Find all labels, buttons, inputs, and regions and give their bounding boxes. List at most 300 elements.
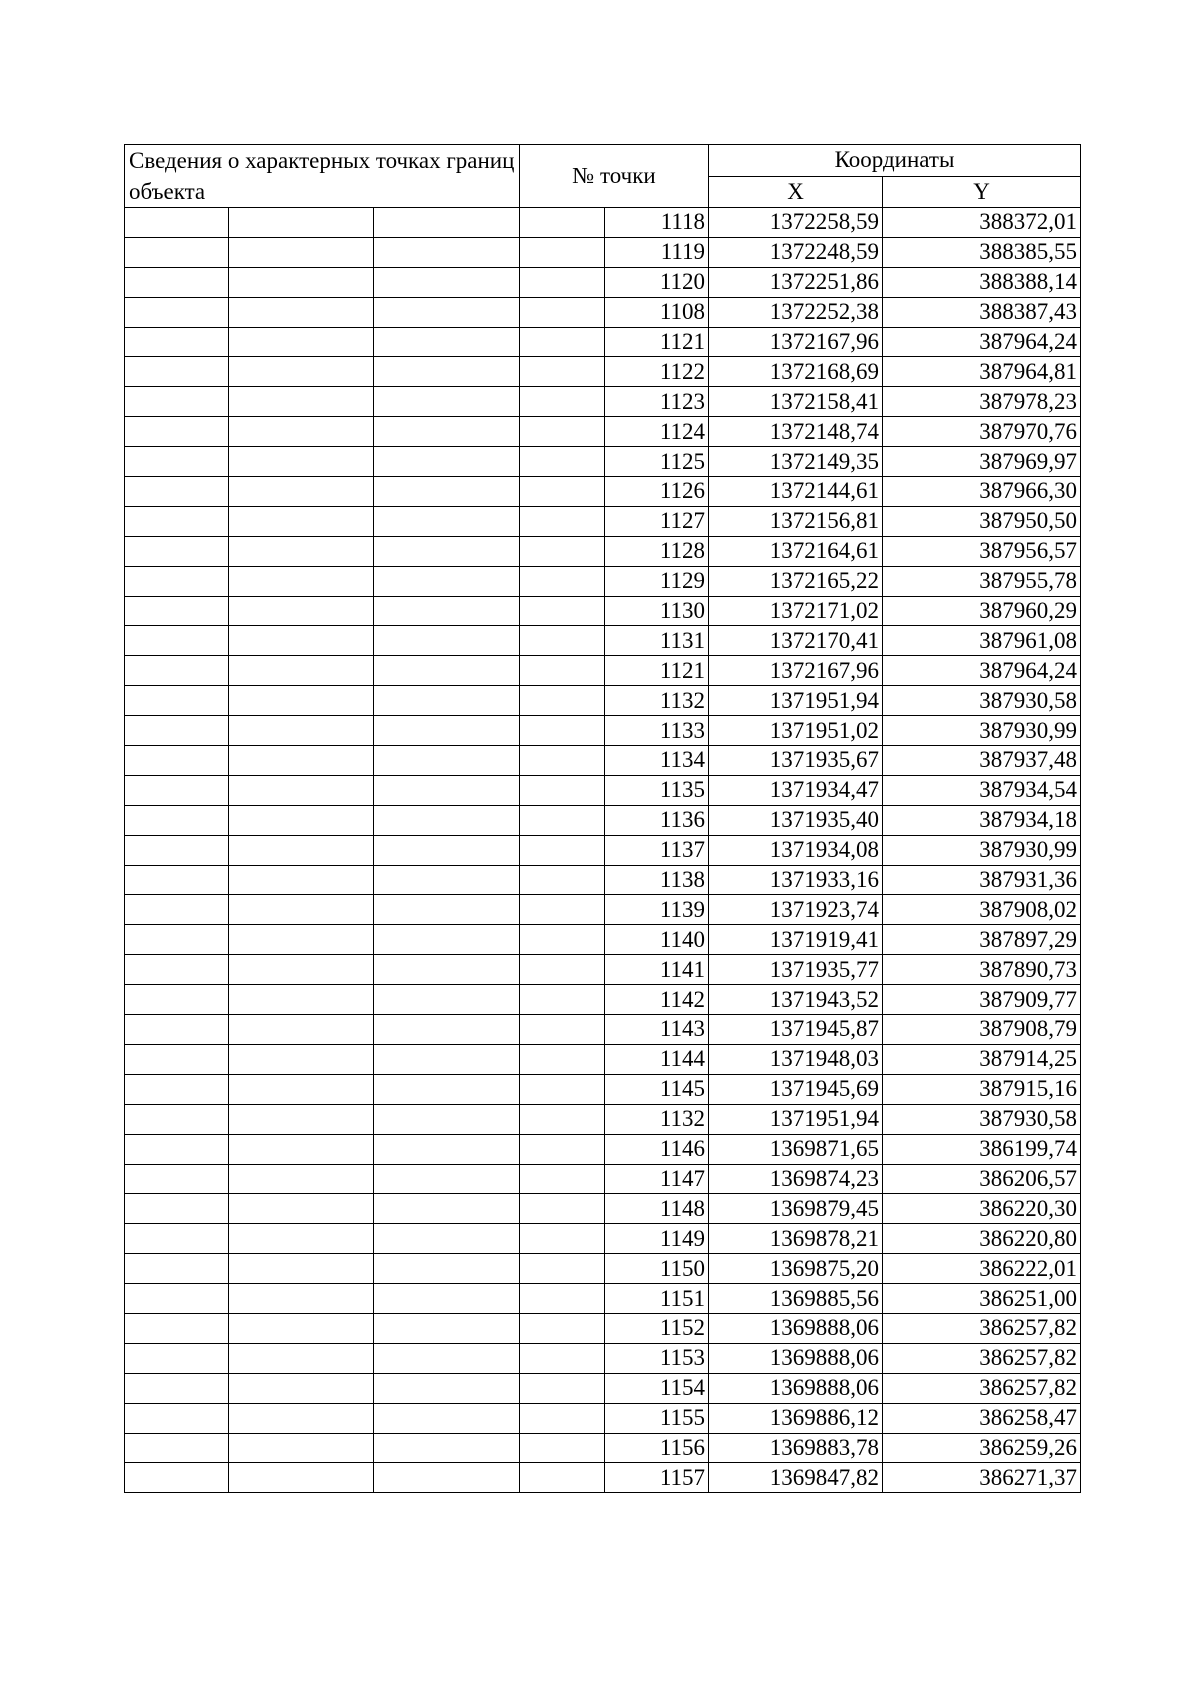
table-row <box>125 1224 1081 1254</box>
boundary-cell-2 <box>229 1164 374 1194</box>
x-coordinate-cell: 1371934,47 <box>709 775 883 805</box>
boundary-cell-3 <box>374 267 520 297</box>
boundary-cell-2 <box>229 925 374 955</box>
point-number-cell: 1142 <box>605 985 709 1015</box>
boundary-cell-1 <box>125 1164 229 1194</box>
boundary-cell-1 <box>125 1015 229 1045</box>
table-row <box>125 1403 1081 1433</box>
point-number-cell: 1136 <box>605 805 709 835</box>
boundary-cell-1 <box>125 985 229 1015</box>
point-prefix-cell <box>520 1463 605 1493</box>
y-coordinate-cell: 387930,99 <box>883 835 1081 865</box>
boundary-cell-2 <box>229 1104 374 1134</box>
boundary-cell-1 <box>125 566 229 596</box>
point-number-cell: 1154 <box>605 1373 709 1403</box>
boundary-cell-3 <box>374 1134 520 1164</box>
table-row <box>125 805 1081 835</box>
boundary-cell-2 <box>229 955 374 985</box>
boundary-cell-3 <box>374 805 520 835</box>
table-row <box>125 746 1081 776</box>
boundary-cell-2 <box>229 895 374 925</box>
point-number-cell: 1144 <box>605 1044 709 1074</box>
point-prefix-cell <box>520 805 605 835</box>
boundary-cell-3 <box>374 1224 520 1254</box>
x-coordinate-cell: 1371943,52 <box>709 985 883 1015</box>
boundary-cell-3 <box>374 1164 520 1194</box>
point-number-cell: 1132 <box>605 1104 709 1134</box>
y-coordinate-cell: 388385,55 <box>883 237 1081 267</box>
table-row <box>125 297 1081 327</box>
boundary-cell-3 <box>374 1015 520 1045</box>
point-prefix-cell <box>520 865 605 895</box>
header-row-1 <box>125 145 1081 177</box>
boundary-cell-1 <box>125 1343 229 1373</box>
boundary-cell-2 <box>229 1254 374 1284</box>
y-coordinate-cell: 387978,23 <box>883 387 1081 417</box>
table-row <box>125 1343 1081 1373</box>
boundary-cell-2 <box>229 656 374 686</box>
point-number-cell: 1141 <box>605 955 709 985</box>
table-body <box>125 145 1081 1493</box>
point-prefix-cell <box>520 775 605 805</box>
point-number-cell: 1155 <box>605 1403 709 1433</box>
header-point-number: № точки <box>520 145 709 208</box>
x-coordinate-cell: 1372170,41 <box>709 626 883 656</box>
table-row <box>125 1194 1081 1224</box>
point-prefix-cell <box>520 267 605 297</box>
x-coordinate-cell: 1372148,74 <box>709 417 883 447</box>
table-row <box>125 985 1081 1015</box>
boundary-cell-2 <box>229 477 374 507</box>
x-coordinate-cell: 1371951,94 <box>709 686 883 716</box>
boundary-cell-2 <box>229 985 374 1015</box>
y-coordinate-cell: 386259,26 <box>883 1433 1081 1463</box>
table-row <box>125 506 1081 536</box>
y-coordinate-cell: 388388,14 <box>883 267 1081 297</box>
header-boundary-info: Сведения о характерных точках границ объекта <box>125 145 520 208</box>
boundary-cell-1 <box>125 746 229 776</box>
boundary-cell-1 <box>125 1134 229 1164</box>
point-prefix-cell <box>520 1074 605 1104</box>
boundary-cell-3 <box>374 237 520 267</box>
boundary-cell-3 <box>374 1373 520 1403</box>
point-number-cell: 1138 <box>605 865 709 895</box>
table-row <box>125 1164 1081 1194</box>
y-coordinate-cell: 386199,74 <box>883 1134 1081 1164</box>
y-coordinate-cell: 388387,43 <box>883 297 1081 327</box>
point-number-cell: 1130 <box>605 596 709 626</box>
boundary-cell-1 <box>125 925 229 955</box>
boundary-cell-2 <box>229 536 374 566</box>
point-prefix-cell <box>520 955 605 985</box>
boundary-cell-1 <box>125 297 229 327</box>
point-number-cell: 1125 <box>605 447 709 477</box>
table-row <box>125 1104 1081 1134</box>
y-coordinate-cell: 387930,58 <box>883 686 1081 716</box>
point-number-cell: 1128 <box>605 536 709 566</box>
point-prefix-cell <box>520 596 605 626</box>
boundary-cell-1 <box>125 1224 229 1254</box>
point-prefix-cell <box>520 237 605 267</box>
y-coordinate-cell: 387934,54 <box>883 775 1081 805</box>
y-coordinate-cell: 387915,16 <box>883 1074 1081 1104</box>
x-coordinate-cell: 1372248,59 <box>709 237 883 267</box>
x-coordinate-cell: 1371951,94 <box>709 1104 883 1134</box>
point-number-cell: 1118 <box>605 208 709 238</box>
x-coordinate-cell: 1369888,06 <box>709 1313 883 1343</box>
point-prefix-cell <box>520 1194 605 1224</box>
x-coordinate-cell: 1371933,16 <box>709 865 883 895</box>
table-row <box>125 955 1081 985</box>
boundary-cell-3 <box>374 536 520 566</box>
point-number-cell: 1123 <box>605 387 709 417</box>
y-coordinate-cell: 386258,47 <box>883 1403 1081 1433</box>
boundary-cell-3 <box>374 716 520 746</box>
y-coordinate-cell: 387930,58 <box>883 1104 1081 1134</box>
boundary-cell-2 <box>229 1403 374 1433</box>
point-number-cell: 1152 <box>605 1313 709 1343</box>
point-prefix-cell <box>520 417 605 447</box>
point-number-cell: 1148 <box>605 1194 709 1224</box>
point-prefix-cell <box>520 1433 605 1463</box>
x-coordinate-cell: 1369886,12 <box>709 1403 883 1433</box>
boundary-cell-2 <box>229 208 374 238</box>
boundary-cell-2 <box>229 327 374 357</box>
x-coordinate-cell: 1372252,38 <box>709 297 883 327</box>
x-coordinate-cell: 1372171,02 <box>709 596 883 626</box>
point-prefix-cell <box>520 1224 605 1254</box>
y-coordinate-cell: 387961,08 <box>883 626 1081 656</box>
x-coordinate-cell: 1372165,22 <box>709 566 883 596</box>
point-number-cell: 1157 <box>605 1463 709 1493</box>
boundary-cell-3 <box>374 447 520 477</box>
x-coordinate-cell: 1372258,59 <box>709 208 883 238</box>
boundary-cell-2 <box>229 626 374 656</box>
boundary-cell-1 <box>125 1284 229 1314</box>
boundary-cell-3 <box>374 686 520 716</box>
boundary-cell-1 <box>125 835 229 865</box>
point-prefix-cell <box>520 925 605 955</box>
table-row <box>125 835 1081 865</box>
y-coordinate-cell: 387960,29 <box>883 596 1081 626</box>
point-prefix-cell <box>520 746 605 776</box>
y-coordinate-cell: 386222,01 <box>883 1254 1081 1284</box>
point-prefix-cell <box>520 1373 605 1403</box>
boundary-cell-3 <box>374 477 520 507</box>
boundary-cell-3 <box>374 775 520 805</box>
boundary-cell-1 <box>125 357 229 387</box>
header-coordinates: Координаты <box>709 145 1081 177</box>
boundary-cell-3 <box>374 1313 520 1343</box>
point-number-cell: 1132 <box>605 686 709 716</box>
y-coordinate-cell: 387931,36 <box>883 865 1081 895</box>
boundary-cell-2 <box>229 1433 374 1463</box>
y-coordinate-cell: 387964,24 <box>883 327 1081 357</box>
boundary-cell-2 <box>229 1343 374 1373</box>
boundary-cell-2 <box>229 297 374 327</box>
point-prefix-cell <box>520 477 605 507</box>
boundary-cell-2 <box>229 566 374 596</box>
point-number-cell: 1134 <box>605 746 709 776</box>
table-row <box>125 1313 1081 1343</box>
point-prefix-cell <box>520 208 605 238</box>
point-number-cell: 1133 <box>605 716 709 746</box>
table-row <box>125 596 1081 626</box>
boundary-cell-1 <box>125 1074 229 1104</box>
table-row <box>125 1015 1081 1045</box>
boundary-cell-3 <box>374 1194 520 1224</box>
boundary-cell-3 <box>374 417 520 447</box>
table-row <box>125 1433 1081 1463</box>
table-row <box>125 327 1081 357</box>
boundary-cell-1 <box>125 1433 229 1463</box>
x-coordinate-cell: 1371923,74 <box>709 895 883 925</box>
y-coordinate-cell: 387964,81 <box>883 357 1081 387</box>
x-coordinate-cell: 1372149,35 <box>709 447 883 477</box>
table-row <box>125 237 1081 267</box>
y-coordinate-cell: 388372,01 <box>883 208 1081 238</box>
point-prefix-cell <box>520 1313 605 1343</box>
table-row <box>125 626 1081 656</box>
boundary-cell-1 <box>125 626 229 656</box>
point-number-cell: 1108 <box>605 297 709 327</box>
boundary-cell-2 <box>229 1194 374 1224</box>
boundary-cell-3 <box>374 327 520 357</box>
boundary-cell-2 <box>229 1313 374 1343</box>
boundary-cell-3 <box>374 1254 520 1284</box>
point-number-cell: 1122 <box>605 357 709 387</box>
boundary-cell-3 <box>374 1343 520 1373</box>
boundary-cell-1 <box>125 1104 229 1134</box>
table-row <box>125 895 1081 925</box>
boundary-cell-3 <box>374 208 520 238</box>
x-coordinate-cell: 1371951,02 <box>709 716 883 746</box>
y-coordinate-cell: 387908,79 <box>883 1015 1081 1045</box>
table-row <box>125 208 1081 238</box>
point-prefix-cell <box>520 835 605 865</box>
point-number-cell: 1121 <box>605 656 709 686</box>
x-coordinate-cell: 1372167,96 <box>709 656 883 686</box>
boundary-cell-3 <box>374 955 520 985</box>
point-prefix-cell <box>520 985 605 1015</box>
boundary-cell-2 <box>229 686 374 716</box>
boundary-cell-2 <box>229 387 374 417</box>
x-coordinate-cell: 1372168,69 <box>709 357 883 387</box>
header-y: Y <box>883 176 1081 208</box>
point-number-cell: 1149 <box>605 1224 709 1254</box>
table-row <box>125 536 1081 566</box>
point-prefix-cell <box>520 656 605 686</box>
point-prefix-cell <box>520 1403 605 1433</box>
boundary-cell-1 <box>125 1194 229 1224</box>
table-row <box>125 417 1081 447</box>
point-prefix-cell <box>520 1134 605 1164</box>
boundary-cell-1 <box>125 267 229 297</box>
y-coordinate-cell: 387934,18 <box>883 805 1081 835</box>
x-coordinate-cell: 1371935,40 <box>709 805 883 835</box>
boundary-cell-2 <box>229 237 374 267</box>
boundary-cell-1 <box>125 1254 229 1284</box>
table-row <box>125 447 1081 477</box>
boundary-cell-3 <box>374 1284 520 1314</box>
x-coordinate-cell: 1369883,78 <box>709 1433 883 1463</box>
boundary-cell-1 <box>125 477 229 507</box>
boundary-cell-2 <box>229 835 374 865</box>
boundary-cell-1 <box>125 536 229 566</box>
boundary-cell-1 <box>125 686 229 716</box>
point-prefix-cell <box>520 297 605 327</box>
boundary-cell-2 <box>229 1134 374 1164</box>
point-number-cell: 1126 <box>605 477 709 507</box>
table-row <box>125 686 1081 716</box>
boundary-cell-2 <box>229 1284 374 1314</box>
x-coordinate-cell: 1372156,81 <box>709 506 883 536</box>
point-prefix-cell <box>520 1343 605 1373</box>
point-prefix-cell <box>520 1044 605 1074</box>
x-coordinate-cell: 1372144,61 <box>709 477 883 507</box>
table-row <box>125 1284 1081 1314</box>
point-number-cell: 1140 <box>605 925 709 955</box>
boundary-cell-3 <box>374 596 520 626</box>
boundary-cell-1 <box>125 387 229 417</box>
y-coordinate-cell: 387937,48 <box>883 746 1081 776</box>
boundary-cell-3 <box>374 1403 520 1433</box>
point-prefix-cell <box>520 327 605 357</box>
y-coordinate-cell: 386251,00 <box>883 1284 1081 1314</box>
x-coordinate-cell: 1371919,41 <box>709 925 883 955</box>
boundary-cell-1 <box>125 716 229 746</box>
boundary-cell-3 <box>374 656 520 686</box>
x-coordinate-cell: 1369888,06 <box>709 1373 883 1403</box>
y-coordinate-cell: 387909,77 <box>883 985 1081 1015</box>
boundary-cell-1 <box>125 656 229 686</box>
boundary-cell-2 <box>229 1015 374 1045</box>
boundary-cell-3 <box>374 506 520 536</box>
boundary-cell-3 <box>374 1104 520 1134</box>
point-prefix-cell <box>520 686 605 716</box>
x-coordinate-cell: 1372164,61 <box>709 536 883 566</box>
point-number-cell: 1120 <box>605 267 709 297</box>
table-row <box>125 865 1081 895</box>
point-number-cell: 1150 <box>605 1254 709 1284</box>
boundary-cell-3 <box>374 865 520 895</box>
x-coordinate-cell: 1369871,65 <box>709 1134 883 1164</box>
point-number-cell: 1146 <box>605 1134 709 1164</box>
y-coordinate-cell: 387950,50 <box>883 506 1081 536</box>
point-prefix-cell <box>520 1254 605 1284</box>
boundary-cell-1 <box>125 596 229 626</box>
point-prefix-cell <box>520 536 605 566</box>
boundary-cell-1 <box>125 955 229 985</box>
boundary-cell-1 <box>125 865 229 895</box>
x-coordinate-cell: 1371945,87 <box>709 1015 883 1045</box>
boundary-cell-1 <box>125 327 229 357</box>
y-coordinate-cell: 386257,82 <box>883 1373 1081 1403</box>
point-prefix-cell <box>520 357 605 387</box>
boundary-cell-2 <box>229 596 374 626</box>
point-prefix-cell <box>520 566 605 596</box>
y-coordinate-cell: 387964,24 <box>883 656 1081 686</box>
boundary-cell-2 <box>229 357 374 387</box>
point-number-cell: 1139 <box>605 895 709 925</box>
boundary-cell-2 <box>229 267 374 297</box>
boundary-cell-2 <box>229 506 374 536</box>
point-prefix-cell <box>520 626 605 656</box>
table-row <box>125 656 1081 686</box>
table-row <box>125 925 1081 955</box>
point-number-cell: 1131 <box>605 626 709 656</box>
x-coordinate-cell: 1369874,23 <box>709 1164 883 1194</box>
point-prefix-cell <box>520 716 605 746</box>
x-coordinate-cell: 1372158,41 <box>709 387 883 417</box>
x-coordinate-cell: 1371934,08 <box>709 835 883 865</box>
table-row <box>125 1254 1081 1284</box>
y-coordinate-cell: 387969,97 <box>883 447 1081 477</box>
point-number-cell: 1119 <box>605 237 709 267</box>
boundary-cell-2 <box>229 746 374 776</box>
point-number-cell: 1143 <box>605 1015 709 1045</box>
point-number-cell: 1121 <box>605 327 709 357</box>
y-coordinate-cell: 387930,99 <box>883 716 1081 746</box>
boundary-cell-2 <box>229 1463 374 1493</box>
boundary-cell-1 <box>125 1373 229 1403</box>
boundary-cell-1 <box>125 805 229 835</box>
boundary-cell-3 <box>374 925 520 955</box>
table-row <box>125 357 1081 387</box>
point-prefix-cell <box>520 1015 605 1045</box>
point-number-cell: 1135 <box>605 775 709 805</box>
x-coordinate-cell: 1372167,96 <box>709 327 883 357</box>
boundary-cell-2 <box>229 775 374 805</box>
boundary-cell-1 <box>125 1044 229 1074</box>
x-coordinate-cell: 1369879,45 <box>709 1194 883 1224</box>
point-number-cell: 1147 <box>605 1164 709 1194</box>
boundary-cell-2 <box>229 716 374 746</box>
boundary-cell-1 <box>125 506 229 536</box>
boundary-cell-2 <box>229 1373 374 1403</box>
x-coordinate-cell: 1369885,56 <box>709 1284 883 1314</box>
x-coordinate-cell: 1372251,86 <box>709 267 883 297</box>
table-row <box>125 775 1081 805</box>
y-coordinate-cell: 387897,29 <box>883 925 1081 955</box>
table-row <box>125 1044 1081 1074</box>
point-number-cell: 1127 <box>605 506 709 536</box>
point-prefix-cell <box>520 1284 605 1314</box>
x-coordinate-cell: 1369847,82 <box>709 1463 883 1493</box>
point-number-cell: 1151 <box>605 1284 709 1314</box>
y-coordinate-cell: 386220,30 <box>883 1194 1081 1224</box>
table-row <box>125 1373 1081 1403</box>
boundary-cell-1 <box>125 775 229 805</box>
boundary-cell-3 <box>374 1074 520 1104</box>
table-row <box>125 477 1081 507</box>
boundary-cell-3 <box>374 297 520 327</box>
x-coordinate-cell: 1369875,20 <box>709 1254 883 1284</box>
boundary-cell-1 <box>125 447 229 477</box>
table-row <box>125 1074 1081 1104</box>
y-coordinate-cell: 387970,76 <box>883 417 1081 447</box>
boundary-cell-2 <box>229 805 374 835</box>
x-coordinate-cell: 1371948,03 <box>709 1044 883 1074</box>
boundary-cell-2 <box>229 1074 374 1104</box>
point-prefix-cell <box>520 895 605 925</box>
point-number-cell: 1124 <box>605 417 709 447</box>
table-row <box>125 566 1081 596</box>
boundary-cell-2 <box>229 1224 374 1254</box>
boundary-cell-3 <box>374 626 520 656</box>
table-row <box>125 1463 1081 1493</box>
point-number-cell: 1145 <box>605 1074 709 1104</box>
